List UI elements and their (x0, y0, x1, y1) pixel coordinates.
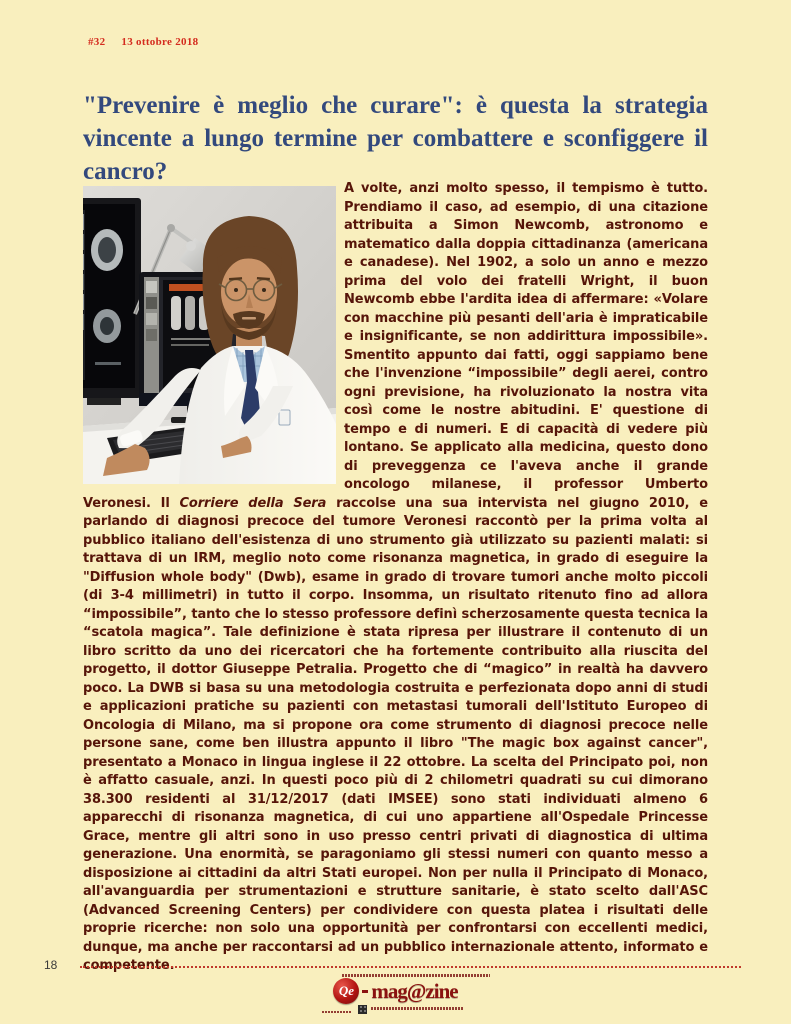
logo-microtext-bottom (371, 1007, 463, 1010)
logo-dash (362, 990, 368, 993)
issue-date-line (88, 36, 198, 48)
mri-monitor (83, 198, 141, 405)
issue-date: 13 ottobre 2018 (121, 36, 199, 48)
body-italic-citation: Corriere della Sera (179, 495, 327, 511)
magazine-logo (0, 974, 791, 1013)
logo-circle-icon: Qe (333, 978, 359, 1004)
article-title: "Prevenire è meglio che curare": è questa la strategia vincente a lungo termine per combattere e sconfiggere il cancro? (83, 91, 708, 185)
doctor-photo (83, 186, 336, 484)
logo-microtext-top (342, 974, 490, 977)
body-part2: raccolse una sua intervista nel giugno 2010, e parlando di diagnosi precoce del tumore Veronesi raccontò per la prima volta al pubblico italiano dell'esistenza di uno strumento già utilizzato su pazienti malati: si trattava di un IRM, meglio noto come risonanza magnetica, in grado di eseguire la "Diffusion whole body" (Dwb), esame in grado di trovare tumori anche molto piccoli (di 3-4 millimetri) in tutto il corpo. Insomma, un risultato ritenuto fino ad allora “impossibile”, tanto che lo stesso professore definì scherzosamente questa tecnica la “scatola magica”. Tale definizione è stata ripresa per illustrare il contenuto di un libro scritto da uno dei ricercatori che ha fortemente contribuito alla riuscita del progetto, il dottor Giuseppe Petralia. Progetto che di “magico” in realtà ha davvero poco. La DWB si basa su una metodologia costruita e perfezionata dopo anni di studi e applicazioni pratiche su pazienti con metastasi tumorali dell'Istituto Europeo di Oncologia di Milano, ma si propone ora come strumento di diagnosi precoce nelle persone sane, come ben illustra appunto il libro "The magic box against cancer", presentato a Monaco in lingua inglese il 22 ottobre. La scelta del Principato poi, non è affatto casuale, anzi. In questi poco più di 2 chilometri quadrati su cui dimorano 38.300 residenti al 31/12/2017 (dati IMSEE) sono stati individuati almeno 6 apparecchi di risonanza magnetica, di cui uno appartiene all'Ospedale Princesse Grace, mentre gli altri sono in uso presso centri privati di diagnostica di ultima generazione. Una enormità, se paragoniamo gli stessi numeri con quanto messo a disposizione ai cittadini da altri Stati europei. Non per nulla il Principato di Monaco, all'avanguardia per strumentazioni e strutture sanitarie, è stato scelto dall'ASC (Advanced Screening Centers) per condividere con questa platea i risultati delle proprie ricerche: non solo una opportunità per confrontarsi con eccellenti medici, dunque, ma anche per raccontarsi ad un pubblico internazionale attento, informato e competente. (83, 495, 708, 973)
footer-dotted-divider (80, 966, 741, 968)
issue-number: #32 (88, 36, 106, 48)
body-part1: A volte, anzi molto spesso, il tempismo è tutto. Prendiamo il caso, ad esempio, di una citazione attribuita a Simon Newcomb, astronomo e matematico dalla doppia cittadinanza (americana e canadese). Nel 1902, a solo un anno e mezzo prima del volo dei fratelli Wright, il buon Newcomb ebbe l'ardita idea di affermare: «Volare con macchine più pesanti dell'aria è impraticabile e insignificante, se non addirittura impossibile». Smentito appunto dai fatti, oggi sappiamo bene che l'invenzione “impossibile” degli aerei, contro ogni previsione, ha rivoluzionato la nostra vita così come le nostre abitudini. E' questione di tempo e di numeri. E di capacità di vedere più lontano. Se applicato alla medicina, questo dono di preveggenza ce l'aveva anche il grande oncologo milanese, il professor Umberto Veronesi. Il (83, 181, 708, 511)
logo-qr-code-icon (358, 1005, 367, 1014)
logo-wordmark: mag@zine (371, 978, 458, 1003)
page-number: 18 (44, 958, 58, 972)
article-body-wrap (83, 180, 708, 976)
logo-microtext-under-circle (322, 1011, 352, 1013)
